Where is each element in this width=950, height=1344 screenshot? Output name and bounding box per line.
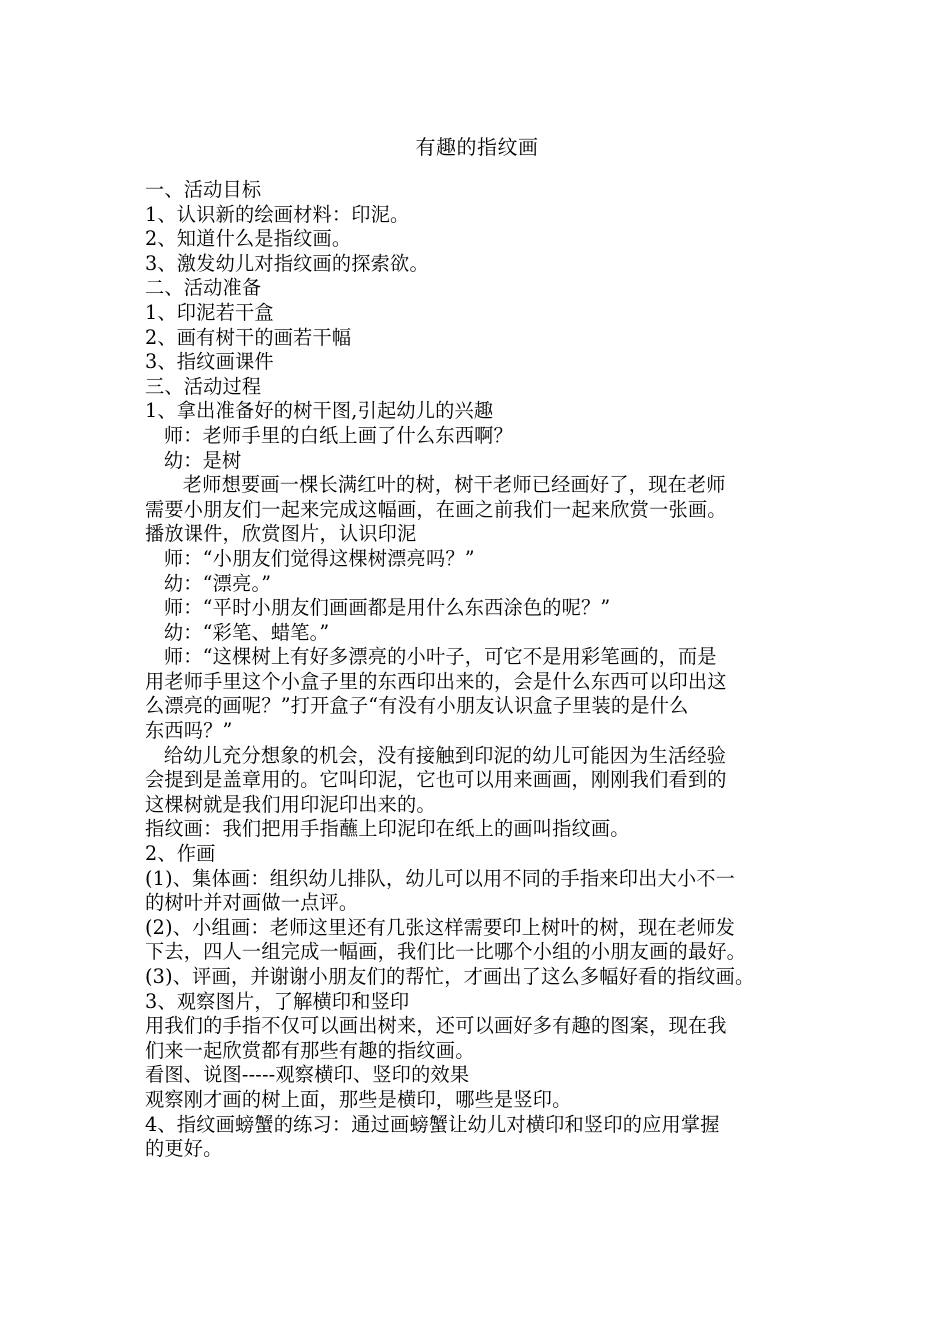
text-line: 指纹画：我们把用手指蘸上印泥印在纸上的画叫指纹画。 [145,817,630,841]
text-line: 3、观察图片，了解横印和竖印 [145,989,410,1013]
text-line: 三、活动过程 [145,374,262,398]
text-line: 师：“小朋友们觉得这棵树漂亮吗？” [145,546,475,570]
text-line: 3、指纹画课件 [145,350,274,374]
text-line: 下去，四人一组完成一幅画，我们比一比哪个小组的小朋友画的最好。 [145,940,747,964]
document-lines [145,178,809,1162]
text-line: 二、活动准备 [145,276,262,300]
text-line: (3)、评画，并谢谢小朋友们的帮忙，才画出了这么多幅好看的指纹画。 [145,965,755,988]
text-line: 3、激发幼儿对指纹画的探索欲。 [145,251,429,275]
text-line: 用我们的手指不仅可以画出树来，还可以画好多有趣的图案，现在我 [145,1014,727,1038]
text-line: 1、认识新的绘画材料：印泥。 [145,202,410,226]
text-line: 4、指纹画螃蟹的练习：通过画螃蟹让幼儿对横印和竖印的应用掌握 [145,1112,720,1136]
text-line: 这棵树就是我们用印泥印出来的。 [145,792,436,816]
text-line: 一、活动目标 [145,178,262,201]
text-line: (2)、小组画：老师这里还有几张这样需要印上树叶的树，现在老师发 [145,915,736,939]
text-line: 2、画有树干的画若干幅 [145,325,352,349]
text-line: 师：“这棵树上有好多漂亮的小叶子，可它不是用彩笔画的，而是 [145,645,717,669]
text-line: 师：“平时小朋友们画画都是用什么东西涂色的呢？” [145,596,611,620]
text-line: 老师想要画一棵长满红叶的树，树干老师已经画好了，现在老师 [145,473,726,497]
text-line: 用老师手里这个小盒子里的东西印出来的，会是什么东西可以印出这 [145,669,727,693]
text-line: 给幼儿充分想象的机会，没有接触到印泥的幼儿可能因为生活经验 [145,743,727,767]
text-line: 的树叶并对画做一点评。 [145,891,359,915]
document-body [145,132,809,1162]
text-line: 幼：“漂亮。” [145,571,272,595]
text-line: 东西吗？” [145,719,233,743]
text-line: 1、拿出准备好的树干图,引起幼儿的兴趣 [145,399,494,423]
text-line: 么漂亮的画呢？”打开盒子“有没有小朋友认识盒子里装的是什么 [145,694,689,718]
text-line: 观察刚才画的树上面，那些是横印，哪些是竖印。 [145,1087,572,1111]
text-line: 幼：“彩笔、蜡笔。” [145,620,330,644]
text-line: 们来一起欣赏都有那些有趣的指纹画。 [145,1038,475,1062]
document-title: 有趣的指纹画 [415,135,539,159]
text-line: 幼：是树 [145,448,242,472]
text-line: (1)、集体画：组织幼儿排队，幼儿可以用不同的手指来印出大小不一 [145,866,736,890]
text-line: 2、作画 [145,842,216,866]
text-line: 看图、说图-----观察横印、竖印的效果 [145,1063,470,1087]
text-line: 师：老师手里的白纸上画了什么东西啊？ [145,423,513,447]
text-line: 播放课件，欣赏图片，认识印泥 [145,522,417,546]
text-line: 会提到是盖章用的。它叫印泥，它也可以用来画画，刚刚我们看到的 [145,768,727,792]
text-line: 2、知道什么是指纹画。 [145,227,352,251]
text-line: 1、印泥若干盒 [145,300,274,324]
text-line: 需要小朋友们一起来完成这幅画，在画之前我们一起来欣赏一张画。 [145,497,727,521]
text-line: 的更好。 [145,1137,223,1161]
